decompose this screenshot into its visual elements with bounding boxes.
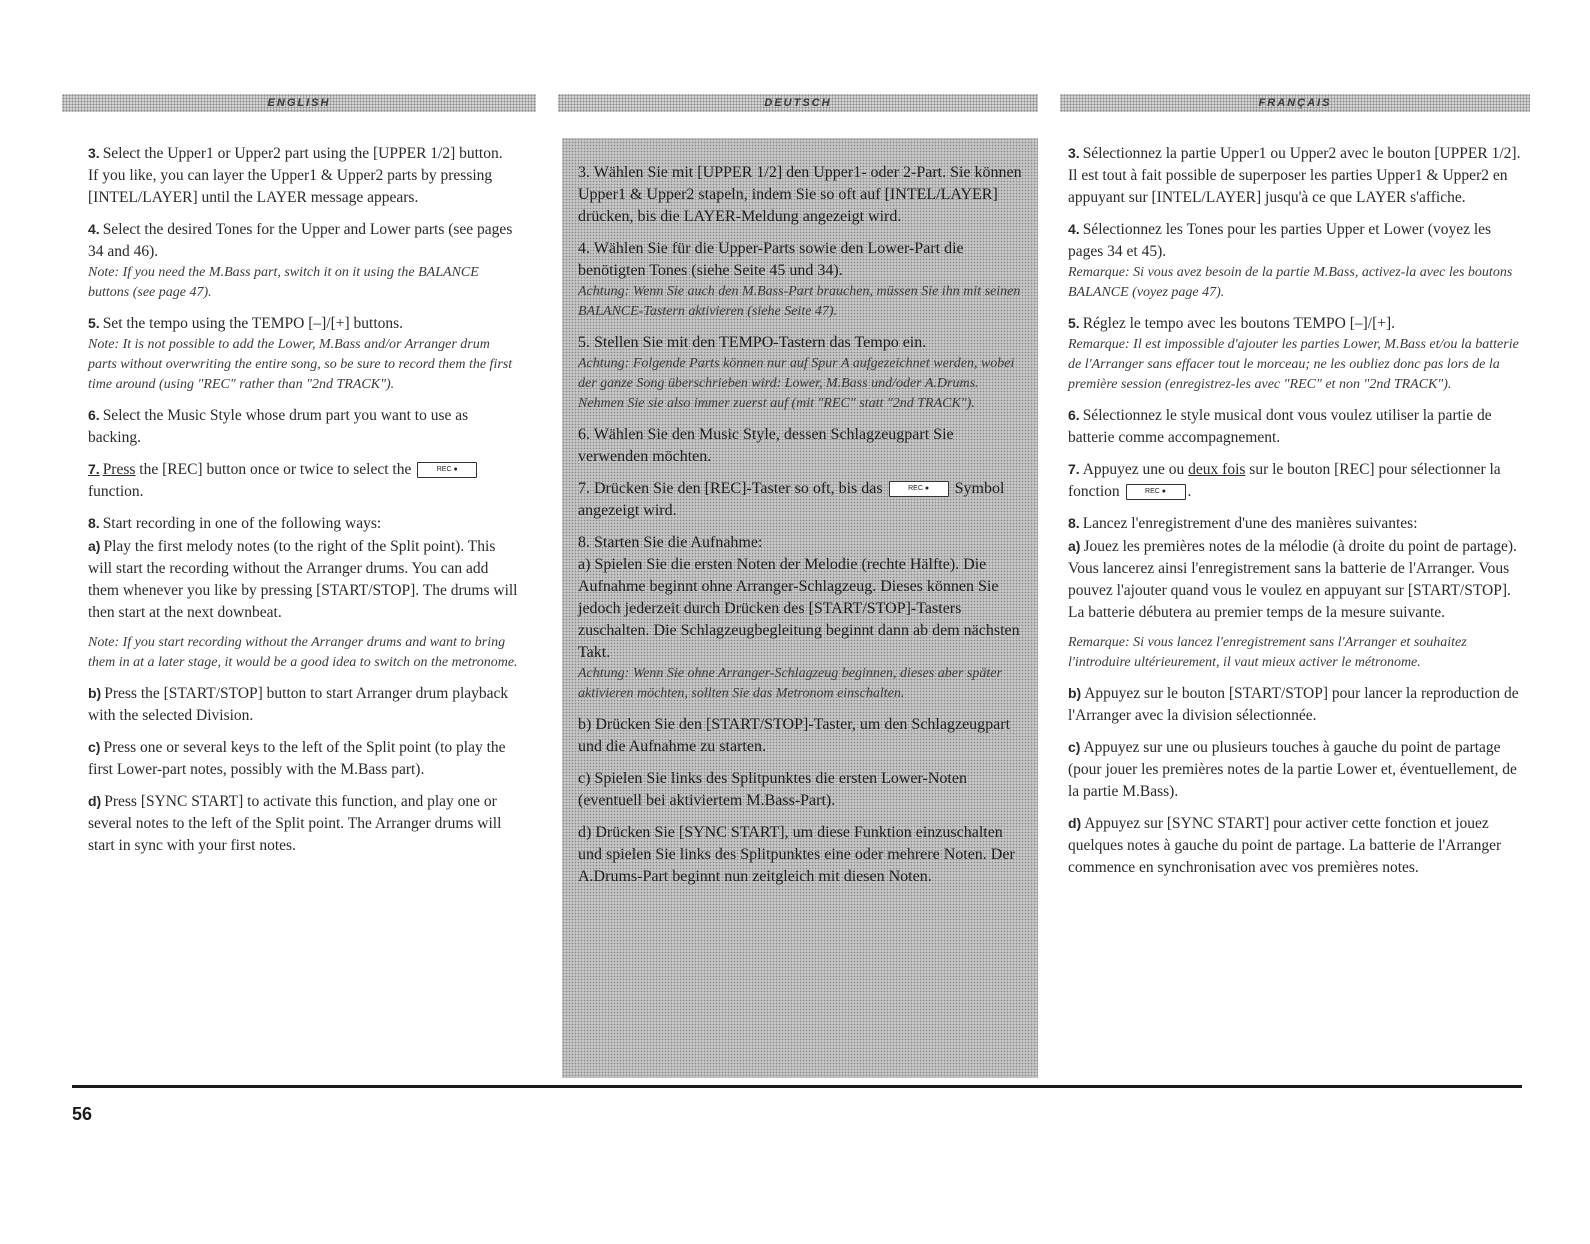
substep-text: Press one or several keys to the left of the Split point (to play the first Lower-part notes, possibly with the M.Bass part). <box>88 739 506 778</box>
step-text-mid: the [REC] button once or twice to select the <box>139 461 412 478</box>
substep-a: a) Spielen Sie die ersten Noten der Melodie (rechte Hälfte). Die Aufnahme beginnt ohne Arranger-Schlagzeug. Dieses können Sie jedoch jederzeit durch Drücken des [START/STOP]-Tasters zuschalten. Die Schlagzeugbegleitung beginnt dann ab dem nächsten Takt. <box>578 556 1020 661</box>
step-note: Note: If you need the M.Bass part, switch it on it using the BALANCE buttons (see page 47). <box>88 265 479 300</box>
rec-symbol-icon <box>1126 484 1186 500</box>
step-title: 8. Starten Sie die Aufnahme: <box>578 534 763 551</box>
de-step-8 <box>578 532 1022 704</box>
step-number: 8. <box>1068 515 1080 531</box>
footer-divider <box>72 1085 1522 1088</box>
english-column <box>62 94 536 866</box>
step-title: Select the Upper1 or Upper2 part using the [UPPER 1/2] button. <box>102 145 503 162</box>
substep-d <box>88 790 522 857</box>
step-note: Achtung: Wenn Sie ohne Arranger-Schlagzeug beginnen, dieses aber später aktivieren möchten, sollten Sie das Metronom einschalten. <box>578 666 1002 701</box>
step-text-pre: 7. Drücken Sie den [REC]-Taster so oft, bis das <box>578 480 883 497</box>
step-text-post: . <box>1187 483 1192 500</box>
step-text-pre: Appuyez une ou <box>1082 461 1185 478</box>
francais-column <box>1060 94 1530 888</box>
substep-b <box>88 682 522 727</box>
step-body: Il est tout à fait possible de superposer les parties Upper1 & Upper2 en appuyant sur [INTEL/LAYER] jusqu'à ce que LAYER s'affiche. <box>1068 167 1508 206</box>
de-substep-d: d) Drücken Sie [SYNC START], um diese Funktion einzuschalten und spielen Sie links des Splitpunktes eine oder mehrere Noten. Der A.Drums-Part beginnt nun zeitgleich mit diesen Noten. <box>578 824 1015 885</box>
substep-label: a) <box>1068 538 1081 554</box>
substep-label: d) <box>1068 815 1082 831</box>
substep-text: Jouez les premières notes de la mélodie (à droite du point de partage). Vous lancerez ainsi l'enregistrement sans la batterie de l'Arranger. Vous pouvez l'ajouter quand vous le voulez en appuyant sur [START/STOP]. La batterie débutera au premier temps de la mesure suivante. <box>1068 538 1517 621</box>
francais-content <box>1060 112 1530 879</box>
de-step-4 <box>578 238 1022 322</box>
step-number: 3. <box>1068 145 1080 161</box>
substep-text: Appuyez sur le bouton [START/STOP] pour lancer la reproduction de l'Arranger avec la division sélectionnée. <box>1068 685 1519 724</box>
de-step-3: 3. Wählen Sie mit [UPPER 1/2] den Upper1- oder 2-Part. Sie können Upper1 & Upper2 stapeln, indem Sie so oft auf [INTEL/LAYER] drücken, bis die LAYER-Meldung angezeigt wird. <box>578 164 1022 225</box>
step-title: Select the Music Style whose drum part you want to use as backing. <box>88 407 469 446</box>
step-text-post: function. <box>88 483 144 500</box>
fr-step-3 <box>1068 142 1522 209</box>
step-title: Sélectionnez le style musical dont vous voulez utiliser la partie de batterie comme accompagnement. <box>1068 407 1492 446</box>
step-body: If you like, you can layer the Upper1 & Upper2 parts by pressing [INTEL/LAYER] until the LAYER message appears. <box>88 167 493 206</box>
step-note: Note: It is not possible to add the Lower, M.Bass and/or Arranger drum parts without overwriting the entire song, so be sure to record them the first time around (using "REC" rather than "2nd TRACK"). <box>88 337 513 392</box>
fr-note-a: Remarque: Si vous lancez l'enregistrement sans l'Arranger et souhaitez l'introduire ultérieurement, il vaut mieux activer le métronome. <box>1068 635 1467 670</box>
rec-symbol-icon <box>417 462 477 478</box>
en-note-a: Note: If you start recording without the Arranger drums and want to bring them in at a later stage, it would be a good idea to switch on the metronome. <box>88 635 518 670</box>
step-note: Remarque: Si vous avez besoin de la partie M.Bass, activez-la avec les boutons BALANCE (voyez page 47). <box>1068 265 1513 300</box>
step-number: 5. <box>88 315 100 331</box>
step-note: Achtung: Wenn Sie auch den M.Bass-Part brauchen, müssen Sie ihn mit seinen BALANCE-Tastern aktivieren (siehe Seite 47). <box>578 284 1021 319</box>
deutsch-header: DEUTSCH <box>558 94 1038 112</box>
step-number: 6. <box>88 407 100 423</box>
rec-symbol-icon <box>889 481 949 497</box>
step-text-mid: sur le bouton [REC] pour sélectionner la fonction <box>1068 461 1501 500</box>
substep-c <box>88 736 522 781</box>
de-substep-b: b) Drücken Sie den [START/STOP]-Taster, um den Schlagzeugpart und die Aufnahme zu starten. <box>578 716 1011 755</box>
step-title: 5. Stellen Sie mit den TEMPO-Tastern das Tempo ein. <box>578 334 927 351</box>
step-title: Sélectionnez les Tones pour les parties Upper et Lower (voyez les pages 34 et 45). <box>1068 221 1492 260</box>
step-number: 8. <box>88 515 100 531</box>
deutsch-column <box>558 94 1038 1078</box>
step-number: 6. <box>1068 407 1080 423</box>
step-number: 4. <box>88 221 100 237</box>
en-step-4 <box>88 218 522 303</box>
en-step-7 <box>88 458 522 503</box>
step-number: 3. <box>88 145 100 161</box>
step-title: Lancez l'enregistrement d'une des manières suivantes: <box>1082 515 1418 532</box>
step-text-pre: Press <box>102 461 136 478</box>
step-title: Select the desired Tones for the Upper and Lower parts (see pages 34 and 46). <box>88 221 513 260</box>
substep-text: Play the first melody notes (to the right of the Split point). This will start the recording without the Arranger drums. You can add them whenever you like by pressing [START/STOP]. The drums will then start at the next downbeat. <box>88 538 518 621</box>
substep-d <box>1068 812 1522 879</box>
en-step-3 <box>88 142 522 209</box>
page-number: 56 <box>72 1104 93 1124</box>
de-step-5 <box>578 332 1022 414</box>
step-text-underlined: deux fois <box>1188 461 1246 478</box>
step-text-post: Symbol angezeigt wird. <box>578 480 1005 519</box>
step-number: 5. <box>1068 315 1080 331</box>
step-title: Sélectionnez la partie Upper1 ou Upper2 avec le bouton [UPPER 1/2]. <box>1082 145 1521 162</box>
substep-text: Appuyez sur [SYNC START] pour activer cette fonction et jouez quelques notes à gauche du point de partage. La batterie de l'Arranger commence en synchronisation avec vos premières notes. <box>1068 815 1502 876</box>
substep-a <box>1068 535 1522 624</box>
substep-label: b) <box>88 685 102 701</box>
substep-text: Press the [START/STOP] button to start Arranger drum playback with the selected Division. <box>88 685 509 724</box>
en-step-6 <box>88 404 522 449</box>
substep-c <box>1068 736 1522 803</box>
substep-label: b) <box>1068 685 1082 701</box>
fr-step-6 <box>1068 404 1522 449</box>
english-content <box>62 112 536 857</box>
substep-a <box>88 535 522 624</box>
fr-step-5 <box>1068 312 1522 395</box>
step-note: Remarque: Il est impossible d'ajouter les parties Lower, M.Bass et/ou la batterie de l'Arranger sans effacer tout le morceau; ne les oubliez donc pas lors de la première session (enregistrez-les avec "REC" et non "2nd TRACK"). <box>1068 337 1519 392</box>
english-header: ENGLISH <box>62 94 536 112</box>
fr-step-4 <box>1068 218 1522 303</box>
step-number: 4. <box>1068 221 1080 237</box>
de-substep-c: c) Spielen Sie links des Splitpunktes die ersten Lower-Noten (eventuell bei aktiviertem M.Bass-Part). <box>578 770 967 809</box>
substep-label: c) <box>1068 739 1081 755</box>
deutsch-panel <box>562 138 1038 1078</box>
substep-text: Press [SYNC START] to activate this function, and play one or several notes to the left of the Split point. The Arranger drums will start in sync with your first notes. <box>88 793 502 854</box>
substep-label: d) <box>88 793 102 809</box>
en-step-8 <box>88 512 522 624</box>
step-number: 7. <box>88 461 100 477</box>
de-step-7 <box>578 478 1022 522</box>
fr-step-7 <box>1068 458 1522 503</box>
en-step-5 <box>88 312 522 395</box>
step-title: Start recording in one of the following ways: <box>102 515 382 532</box>
de-step-6: 6. Wählen Sie den Music Style, dessen Schlagzeugpart Sie verwenden möchten. <box>578 426 954 465</box>
step-title: Réglez le tempo avec les boutons TEMPO [–]/[+]. <box>1082 315 1396 332</box>
step-title: 4. Wählen Sie für die Upper-Parts sowie den Lower-Part die benötigten Tones (siehe Seite 45 und 34). <box>578 240 964 279</box>
fr-step-8 <box>1068 512 1522 624</box>
substep-b <box>1068 682 1522 727</box>
substep-text: Appuyez sur une ou plusieurs touches à gauche du point de partage (pour jouer les premières notes de la partie Lower et, éventuellement, de la partie M.Bass). <box>1068 739 1517 800</box>
step-number: 7. <box>1068 461 1080 477</box>
step-title: Set the tempo using the TEMPO [–]/[+] buttons. <box>102 315 404 332</box>
substep-label: a) <box>88 538 101 554</box>
substep-label: c) <box>88 739 101 755</box>
step-note: Achtung: Folgende Parts können nur auf Spur A aufgezeichnet werden, wobei der ganze Song überschrieben wird: Lower, M.Bass und/oder A.Drums. Nehmen Sie sie also immer zuerst auf (mit "REC" statt "2nd TRACK"). <box>578 356 1015 411</box>
francais-header: FRANÇAIS <box>1060 94 1530 112</box>
